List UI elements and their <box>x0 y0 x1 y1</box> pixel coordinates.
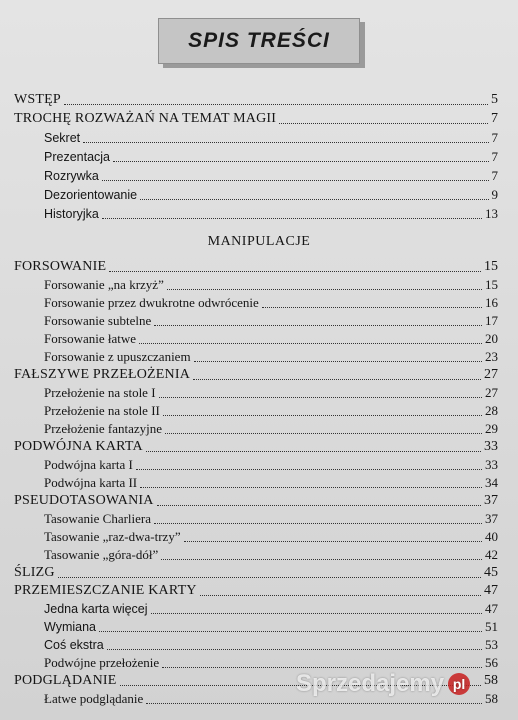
leader-dots <box>64 103 488 105</box>
leader-dots <box>200 594 481 596</box>
toc-entry-charliera <box>44 509 498 527</box>
leader-dots <box>159 396 482 398</box>
toc-entry-page: 47 <box>484 583 498 598</box>
leader-dots <box>157 504 481 506</box>
toc-entry-label: Przełożenie na stole II <box>44 403 160 418</box>
leader-dots <box>102 217 482 219</box>
toc-entry-page: 34 <box>485 475 498 490</box>
leader-dots <box>113 160 488 162</box>
toc-entry-label: Tasowanie „góra-dół” <box>44 547 159 562</box>
toc-entry-label: Historyjka <box>44 207 99 221</box>
toc-entry-page: 27 <box>484 367 498 382</box>
toc-entry-label: TROCHĘ ROZWAŻAŃ NA TEMAT MAGII <box>14 111 277 126</box>
toc-entry-page: 29 <box>485 421 498 436</box>
leader-dots <box>102 179 489 181</box>
toc-entry-label: PRZEMIESZCZANIE KARTY <box>14 583 197 598</box>
page-title: SPIS TREŚCI <box>188 29 330 52</box>
toc-entry-label: Dezorientowanie <box>44 188 138 202</box>
leader-dots <box>262 306 482 308</box>
toc-entry-page: 7 <box>491 130 498 145</box>
toc-entry-page: 42 <box>485 547 498 562</box>
toc-entry-page: 15 <box>484 259 498 274</box>
toc-entry-label: ŚLIZG <box>14 565 55 580</box>
toc-entry-label: Podwójne przełożenie <box>44 655 160 670</box>
toc-entry-page: 23 <box>485 349 498 364</box>
toc-entry-fantazyjne <box>44 419 498 437</box>
toc-entry-label: Coś ekstra <box>44 638 104 652</box>
toc-entry-page: 13 <box>485 206 498 221</box>
toc-entry-page: 56 <box>485 655 498 670</box>
toc-entry-wymiana <box>44 617 498 635</box>
toc-entry-page: 16 <box>485 295 498 310</box>
toc-entry-falszywe <box>14 365 498 383</box>
toc-entry-page: 20 <box>485 331 498 346</box>
leader-dots <box>140 486 482 488</box>
toc-entry-gora-dol <box>44 545 498 563</box>
toc-entry-label: Przełożenie fantazyjne <box>44 421 163 436</box>
toc-entry-page: 15 <box>485 277 498 292</box>
toc-entry-label: Forsowanie subtelne <box>44 313 152 328</box>
toc-entry-label: PSEUDOTASOWANIA <box>14 493 154 508</box>
leader-dots <box>154 324 482 326</box>
toc-entry-dwukrotne <box>44 293 498 311</box>
leader-dots <box>184 540 482 542</box>
toc-entry-slizg <box>14 563 498 581</box>
toc-entry-podwojna-1 <box>44 455 498 473</box>
toc-entry-page: 7 <box>491 111 498 126</box>
leader-dots <box>167 288 482 290</box>
toc-entry-upuszczaniem <box>44 347 498 365</box>
toc-entry-page: 51 <box>485 619 498 634</box>
leader-dots <box>58 576 481 578</box>
toc-entry-pseudotasowania <box>14 491 498 509</box>
toc-entry-label: PODGLĄDANIE <box>14 673 117 688</box>
toc-entry-page: 47 <box>485 601 498 616</box>
toc-entry-cos-ekstra <box>44 635 498 653</box>
leader-dots <box>161 558 482 560</box>
leader-dots <box>165 432 482 434</box>
watermark <box>296 664 500 704</box>
toc-entry-label: Forsowanie łatwe <box>44 331 137 346</box>
toc-entry-sekret <box>44 128 498 146</box>
toc-entry-stole-1 <box>44 383 498 401</box>
toc-entry-label: Forsowanie „na krzyż” <box>44 277 164 292</box>
toc-entry-label: WSTĘP <box>14 92 61 107</box>
toc-entry-page: 53 <box>485 637 498 652</box>
toc-entry-wstep <box>14 90 498 108</box>
leader-dots <box>140 198 488 200</box>
toc-entry-label: Rozrywka <box>44 169 99 183</box>
toc-entry-page: 40 <box>485 529 498 544</box>
toc-entry-rozrywka <box>44 166 498 184</box>
title-banner <box>158 18 360 64</box>
toc-entry-page: 37 <box>485 511 498 526</box>
leader-dots <box>151 612 482 614</box>
toc-entry-prezentacja <box>44 147 498 165</box>
toc-entry-stole-2 <box>44 401 498 419</box>
toc-entry-page: 33 <box>485 457 498 472</box>
toc-entry-page: 5 <box>491 92 498 107</box>
leader-dots <box>136 468 482 470</box>
toc-entry-label: Jedna karta więcej <box>44 602 148 616</box>
toc-entry-label: PODWÓJNA KARTA <box>14 439 143 454</box>
leader-dots <box>139 342 482 344</box>
toc-entry-label: Prezentacja <box>44 150 111 164</box>
toc-entry-page: 7 <box>491 149 498 164</box>
toc-entry-podwojna <box>14 437 498 455</box>
leader-dots <box>109 270 481 272</box>
toc-entry-magia <box>14 109 498 127</box>
toc-entry-raz-dwa-trzy <box>44 527 498 545</box>
toc-entry-label: Wymiana <box>44 620 96 634</box>
toc-entry-podwojna-2 <box>44 473 498 491</box>
toc-entry-latwe <box>44 329 498 347</box>
toc-entry-na-krzyz <box>44 275 498 293</box>
toc-entry-page: 58 <box>484 673 498 688</box>
leader-dots <box>83 141 488 143</box>
leader-dots <box>99 630 482 632</box>
toc-entry-page: 28 <box>485 403 498 418</box>
toc-entry-label: Podwójna karta I <box>44 457 133 472</box>
toc-entry-subtelne <box>44 311 498 329</box>
toc-entry-page: 45 <box>484 565 498 580</box>
toc-entry-label: Tasowanie „raz-dwa-trzy” <box>44 529 181 544</box>
toc-entry-label: Tasowanie Charliera <box>44 511 152 526</box>
toc-entry-historyjka <box>44 204 498 222</box>
toc-entry-dezorientowanie <box>44 185 498 203</box>
toc-entry-page: 37 <box>484 493 498 508</box>
toc-entry-page: 9 <box>491 187 498 202</box>
toc-entry-przemieszczanie <box>14 581 498 599</box>
toc-entry-label: Łatwe podglądanie <box>44 691 144 706</box>
leader-dots <box>146 450 481 452</box>
leader-dots <box>163 414 482 416</box>
leader-dots <box>107 648 482 650</box>
toc-entry-page: 17 <box>485 313 498 328</box>
toc-entry-label: Forsowanie przez dwukrotne odwrócenie <box>44 295 259 310</box>
toc-entry-jedna-wiecej <box>44 599 498 617</box>
toc-entry-label: Podwójna karta II <box>44 475 138 490</box>
toc-entry-label: Forsowanie z upuszczaniem <box>44 349 191 364</box>
toc-entry-page: 7 <box>491 168 498 183</box>
watermark-text: Sprzedajemy <box>296 670 445 697</box>
toc-entry-label: FORSOWANIE <box>14 259 107 274</box>
watermark-badge: pl <box>448 673 470 695</box>
leader-dots <box>194 360 482 362</box>
toc-entry-label: FAŁSZYWE PRZEŁOŻENIA <box>14 367 190 382</box>
leader-dots <box>279 122 488 124</box>
leader-dots <box>193 378 481 380</box>
section-heading: MANIPULACJE <box>207 234 311 249</box>
leader-dots <box>154 522 482 524</box>
toc-entry-page: 33 <box>484 439 498 454</box>
toc-entry-forsowanie <box>14 257 498 275</box>
toc-entry-label: Sekret <box>44 131 81 145</box>
toc-entry-label: Przełożenie na stole I <box>44 385 156 400</box>
toc-entry-page: 27 <box>485 385 498 400</box>
toc-entry-page: 58 <box>485 691 498 706</box>
